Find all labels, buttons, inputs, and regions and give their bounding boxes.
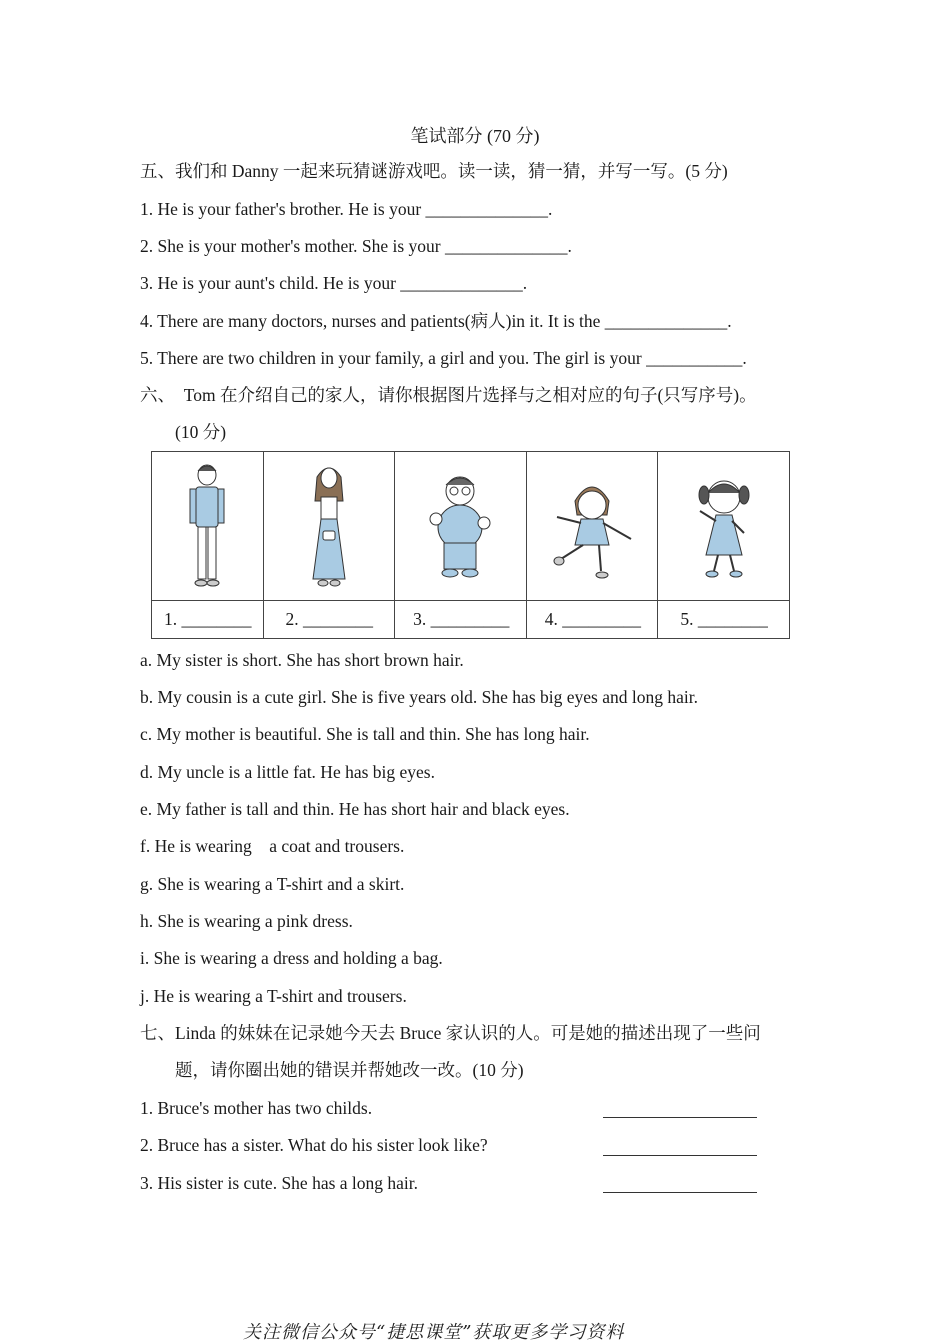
section7-heading: 七、Linda 的妹妹在记录她今天去 Bruce 家认识的人。可是她的描述出现了一些问 — [140, 1023, 761, 1043]
answer-blank-5[interactable]: 5. ________ — [658, 601, 790, 639]
option-c: c. My mother is beautiful. She is tall and thin. She has long hair. — [140, 724, 590, 744]
picture-cell-2 — [263, 452, 395, 601]
option-f: f. He is wearing a coat and trousers. — [140, 836, 405, 856]
option-g: g. She is wearing a T-shirt and a skirt. — [140, 874, 405, 894]
option-h: h. She is wearing a pink dress. — [140, 911, 353, 931]
picture-cell-1 — [152, 452, 264, 601]
section5-heading: 五、我们和 Danny 一起来玩猜谜游戏吧。读一读，猜一猜，并写一写。(5 分) — [140, 161, 728, 181]
option-e: e. My father is tall and thin. He has short hair and black eyes. — [140, 799, 570, 819]
section5-item-4: 4. There are many doctors, nurses and patients(病人)in it. It is the ______________. — [140, 311, 732, 331]
section5-item-5: 5. There are two children in your family, a girl and you. The girl is your ___________. — [140, 348, 747, 368]
section7-heading-cont: 题，请你圈出她的错误并帮她改一改。(10 分) — [175, 1060, 524, 1080]
sister-figure-icon — [547, 471, 637, 581]
section7-item-2: 2. Bruce has a sister. What do his sister look like? — [140, 1135, 488, 1155]
picture-cell-3 — [395, 452, 527, 601]
footer-note: 关注微信公众号“捷思课堂”获取更多学习资料 — [243, 1322, 625, 1343]
correction-blank-3[interactable] — [603, 1192, 757, 1193]
picture-table — [151, 451, 790, 639]
father-figure-icon — [182, 461, 232, 591]
section6-heading: 六、 Tom 在介绍自己的家人，请你根据图片选择与之相对应的句子(只写序号)。 — [140, 385, 757, 405]
section7-item-3: 3. His sister is cute. She has a long hair. — [140, 1173, 419, 1193]
picture-cell-4 — [526, 452, 658, 601]
section5-item-1: 1. He is your father's brother. He is your ______________. — [140, 199, 553, 219]
answer-blank-4[interactable]: 4. _________ — [526, 601, 658, 639]
answer-blank-3[interactable]: 3. _________ — [395, 601, 527, 639]
option-j: j. He is wearing a T-shirt and trousers. — [140, 986, 407, 1006]
option-a: a. My sister is short. She has short brown hair. — [140, 650, 464, 670]
option-i: i. She is wearing a dress and holding a bag. — [140, 948, 443, 968]
section7-item-1: 1. Bruce's mother has two childs. — [140, 1098, 373, 1118]
answer-blank-1[interactable]: 1. ________ — [152, 601, 264, 639]
mother-figure-icon — [301, 461, 357, 591]
option-d: d. My uncle is a little fat. He has big eyes. — [140, 762, 435, 782]
section5-item-3: 3. He is your aunt's child. He is your ______________. — [140, 273, 528, 293]
section5-item-2: 2. She is your mother's mother. She is your ______________. — [140, 236, 572, 256]
answer-blank-2[interactable]: 2. ________ — [263, 601, 395, 639]
correction-blank-1[interactable] — [603, 1117, 757, 1118]
cousin-figure-icon — [692, 471, 756, 581]
correction-blank-2[interactable] — [603, 1155, 757, 1156]
uncle-figure-icon — [428, 471, 492, 581]
page-title: 笔试部分 (70 分) — [410, 126, 540, 146]
option-b: b. My cousin is a cute girl. She is five years old. She has big eyes and long hair. — [140, 687, 698, 707]
section6-heading-score: (10 分) — [175, 422, 227, 442]
picture-cell-5 — [658, 452, 790, 601]
